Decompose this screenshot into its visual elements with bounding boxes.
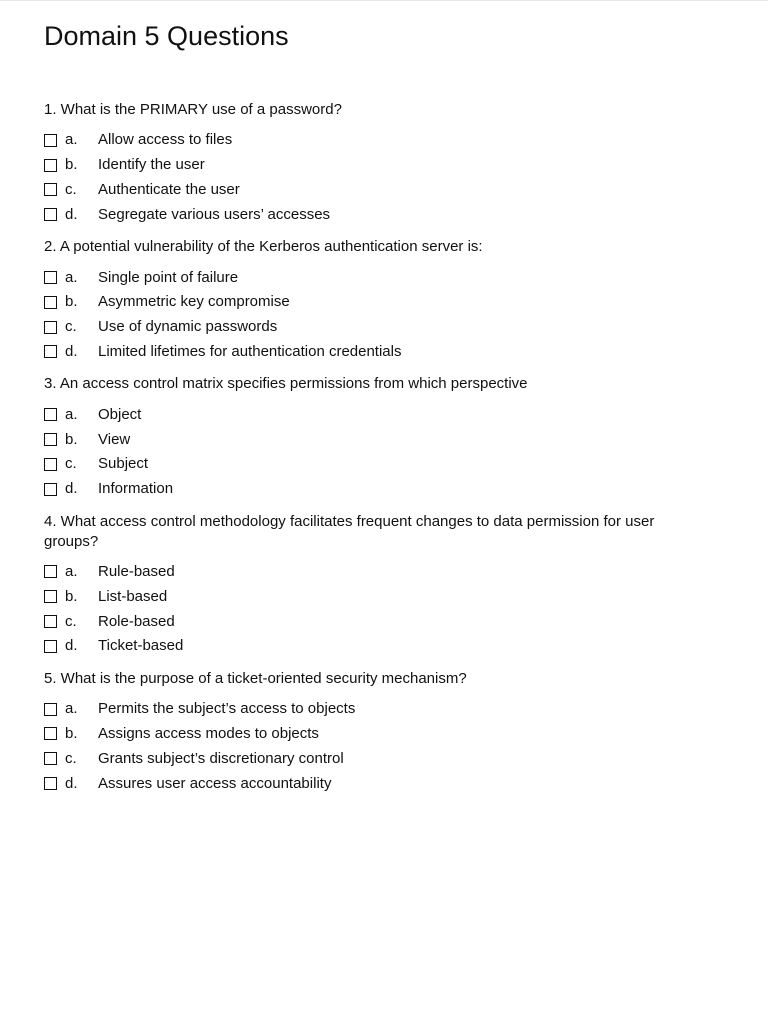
checkbox[interactable] (44, 345, 57, 358)
checkbox[interactable] (44, 134, 57, 147)
option-3b[interactable] (44, 427, 734, 452)
question-text: 3. An access control matrix specifies permissions from which perspective (44, 375, 528, 393)
option-letter: c. (65, 612, 77, 630)
option-2d[interactable] (44, 340, 734, 365)
option-4d[interactable] (44, 634, 734, 659)
option-letter: d. (65, 205, 78, 223)
option-text: List-based (98, 587, 168, 605)
option-5d[interactable] (44, 771, 734, 796)
option-letter: a. (65, 405, 78, 423)
question-1 (44, 100, 734, 227)
option-text: View (98, 430, 131, 448)
option-text: Asymmetric key compromise (98, 293, 290, 311)
question-text: 1. What is the PRIMARY use of a password? (44, 101, 342, 118)
option-text: Ticket-based (98, 637, 184, 655)
option-letter: d. (65, 342, 78, 360)
option-4c[interactable] (44, 609, 734, 634)
option-letter: c. (65, 749, 77, 767)
option-5b[interactable] (44, 722, 734, 747)
checkbox[interactable] (44, 321, 57, 334)
checkbox[interactable] (44, 752, 57, 765)
option-3a[interactable] (44, 402, 734, 427)
checkbox[interactable] (44, 271, 57, 284)
option-text: Permits the subject’s access to objects (98, 700, 356, 718)
option-letter: b. (65, 293, 78, 311)
option-1a[interactable] (44, 128, 734, 153)
checkbox[interactable] (44, 433, 57, 446)
checkbox[interactable] (44, 590, 57, 603)
question-text: 5. What is the purpose of a ticket-oriented security mechanism? (44, 669, 467, 687)
page-title: Domain 5 Questions (44, 21, 289, 51)
option-text: Rule-based (98, 562, 175, 580)
option-1b[interactable] (44, 153, 734, 178)
option-letter: a. (65, 562, 78, 580)
option-letter: a. (65, 268, 78, 286)
option-text: Role-based (98, 612, 175, 630)
question-list (44, 100, 734, 796)
option-2a[interactable] (44, 265, 734, 290)
option-3d[interactable] (44, 477, 734, 502)
option-text: Segregate various users’ accesses (98, 205, 331, 223)
question-3 (44, 374, 734, 501)
option-letter: a. (65, 700, 78, 718)
option-text: Identify the user (98, 156, 205, 174)
option-4b[interactable] (44, 584, 734, 609)
option-text: Grants subject’s discretionary control (98, 749, 344, 767)
checkbox[interactable] (44, 183, 57, 196)
option-1d[interactable] (44, 202, 734, 227)
option-letter: c. (65, 180, 77, 198)
option-2c[interactable] (44, 315, 734, 340)
option-letter: b. (65, 156, 78, 174)
option-5a[interactable] (44, 697, 734, 722)
option-text: Assigns access modes to objects (98, 724, 319, 742)
option-letter: c. (65, 455, 77, 473)
checkbox[interactable] (44, 640, 57, 653)
option-4a[interactable] (44, 560, 734, 585)
question-5 (44, 669, 734, 796)
checkbox[interactable] (44, 483, 57, 496)
option-text: Object (98, 405, 142, 423)
option-3c[interactable] (44, 452, 734, 477)
question-4 (44, 512, 734, 659)
top-divider (0, 0, 768, 1)
checkbox[interactable] (44, 408, 57, 421)
option-text: Authenticate the user (98, 180, 240, 198)
option-letter: b. (65, 724, 78, 742)
question-text: 4. What access control methodology facilitates frequent changes to data permission for user groups? (44, 512, 655, 550)
option-text: Allow access to files (98, 131, 233, 149)
checkbox[interactable] (44, 615, 57, 628)
option-letter: d. (65, 637, 78, 655)
option-letter: a. (65, 131, 78, 149)
option-text: Single point of failure (98, 268, 239, 286)
checkbox[interactable] (44, 159, 57, 172)
checkbox[interactable] (44, 208, 57, 221)
option-letter: c. (65, 318, 77, 336)
option-text: Information (98, 480, 174, 498)
option-text: Use of dynamic passwords (98, 318, 278, 336)
option-letter: d. (65, 480, 78, 498)
option-text: Limited lifetimes for authentication credentials (98, 342, 402, 360)
option-5c[interactable] (44, 746, 734, 771)
option-2b[interactable] (44, 290, 734, 315)
document-page (44, 20, 734, 806)
option-text: Assures user access accountability (98, 774, 332, 792)
option-letter: b. (65, 430, 78, 448)
option-letter: d. (65, 774, 78, 792)
checkbox[interactable] (44, 727, 57, 740)
question-text: 2. A potential vulnerability of the Kerberos authentication server is: (44, 238, 483, 256)
checkbox[interactable] (44, 703, 57, 716)
question-2 (44, 237, 734, 364)
option-1c[interactable] (44, 178, 734, 203)
option-text: Subject (98, 455, 149, 473)
checkbox[interactable] (44, 777, 57, 790)
option-letter: b. (65, 587, 78, 605)
checkbox[interactable] (44, 458, 57, 471)
checkbox[interactable] (44, 296, 57, 309)
checkbox[interactable] (44, 565, 57, 578)
